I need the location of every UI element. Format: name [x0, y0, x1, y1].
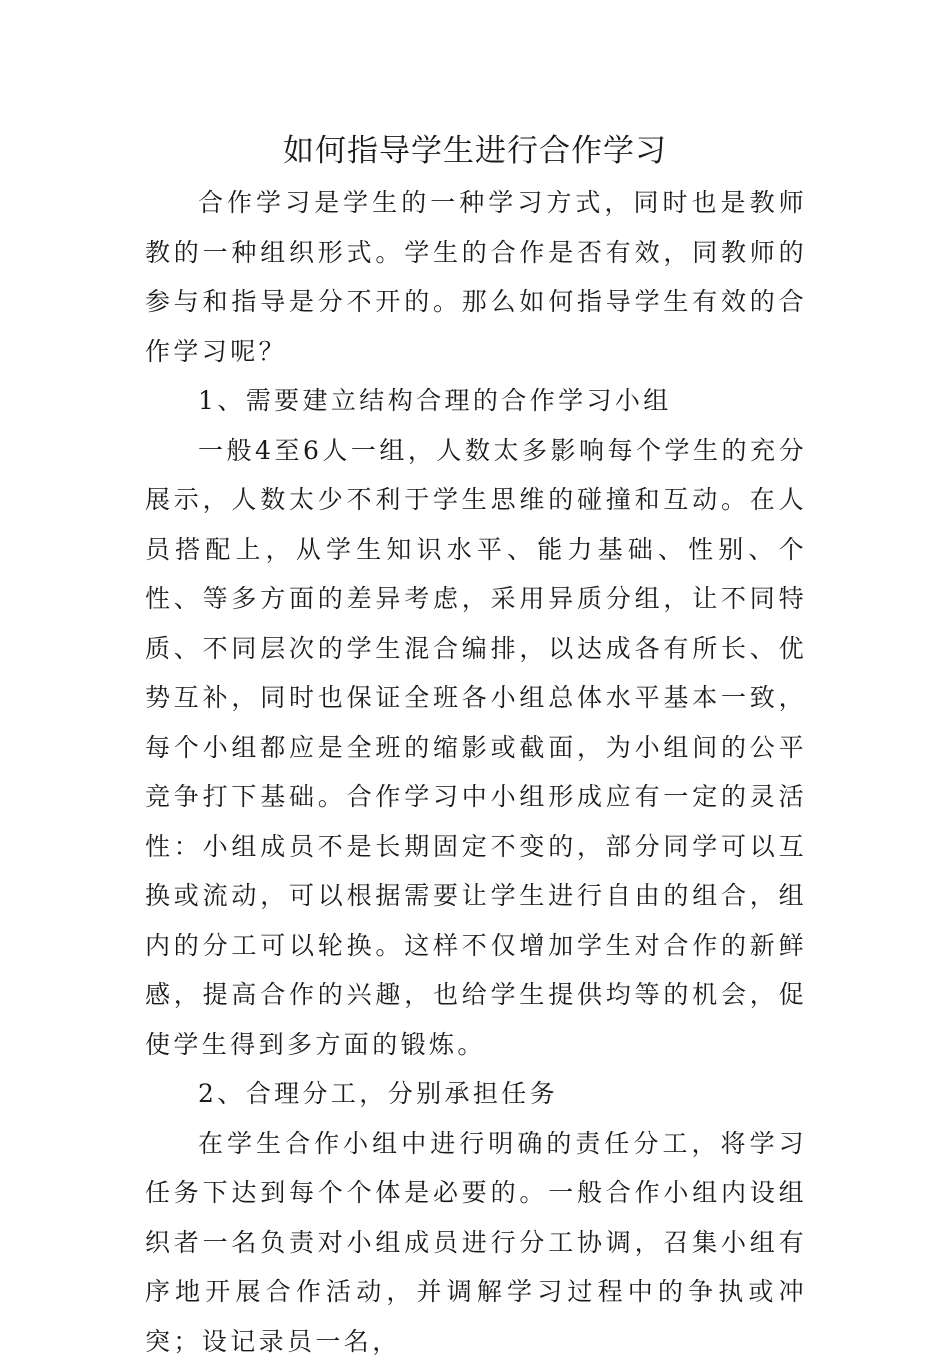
document-title: 如何指导学生进行合作学习: [0, 128, 950, 174]
section-heading-2: 2、合理分工，分别承担任务: [145, 1069, 807, 1119]
section-paragraph-2: 在学生合作小组中进行明确的责任分工，将学习任务下达到每个个体是必要的。一般合作小组内设组织者一名负责对小组成员进行分工协调，召集小组有序地开展合作活动，并调解学习过程中的争执或冲突；设记录员一名，: [145, 1119, 807, 1366]
section-heading-1: 1、需要建立结构合理的合作学习小组: [145, 376, 807, 426]
section-paragraph-1: 一般4至6人一组，人数太多影响每个学生的充分展示，人数太少不利于学生思维的碰撞和互动。在人员搭配上，从学生知识水平、能力基础、性别、个性、等多方面的差异考虑，采用异质分组，让不同特质、不同层次的学生混合编排，以达成各有所长、优势互补，同时也保证全班各小组总体水平基本一致，每个小组都应是全班的缩影或截面，为小组间的公平竞争打下基础。合作学习中小组形成应有一定的灵活性：小组成员不是长期固定不变的，部分同学可以互换或流动，可以根据需要让学生进行自由的组合，组内的分工可以轮换。这样不仅增加学生对合作的新鲜感，提高合作的兴趣，也给学生提供均等的机会，促使学生得到多方面的锻炼。: [145, 426, 807, 1070]
document-body: [145, 178, 807, 1366]
intro-paragraph: 合作学习是学生的一种学习方式，同时也是教师教的一种组织形式。学生的合作是否有效，同教师的参与和指导是分不开的。那么如何指导学生有效的合作学习呢？: [145, 178, 807, 376]
